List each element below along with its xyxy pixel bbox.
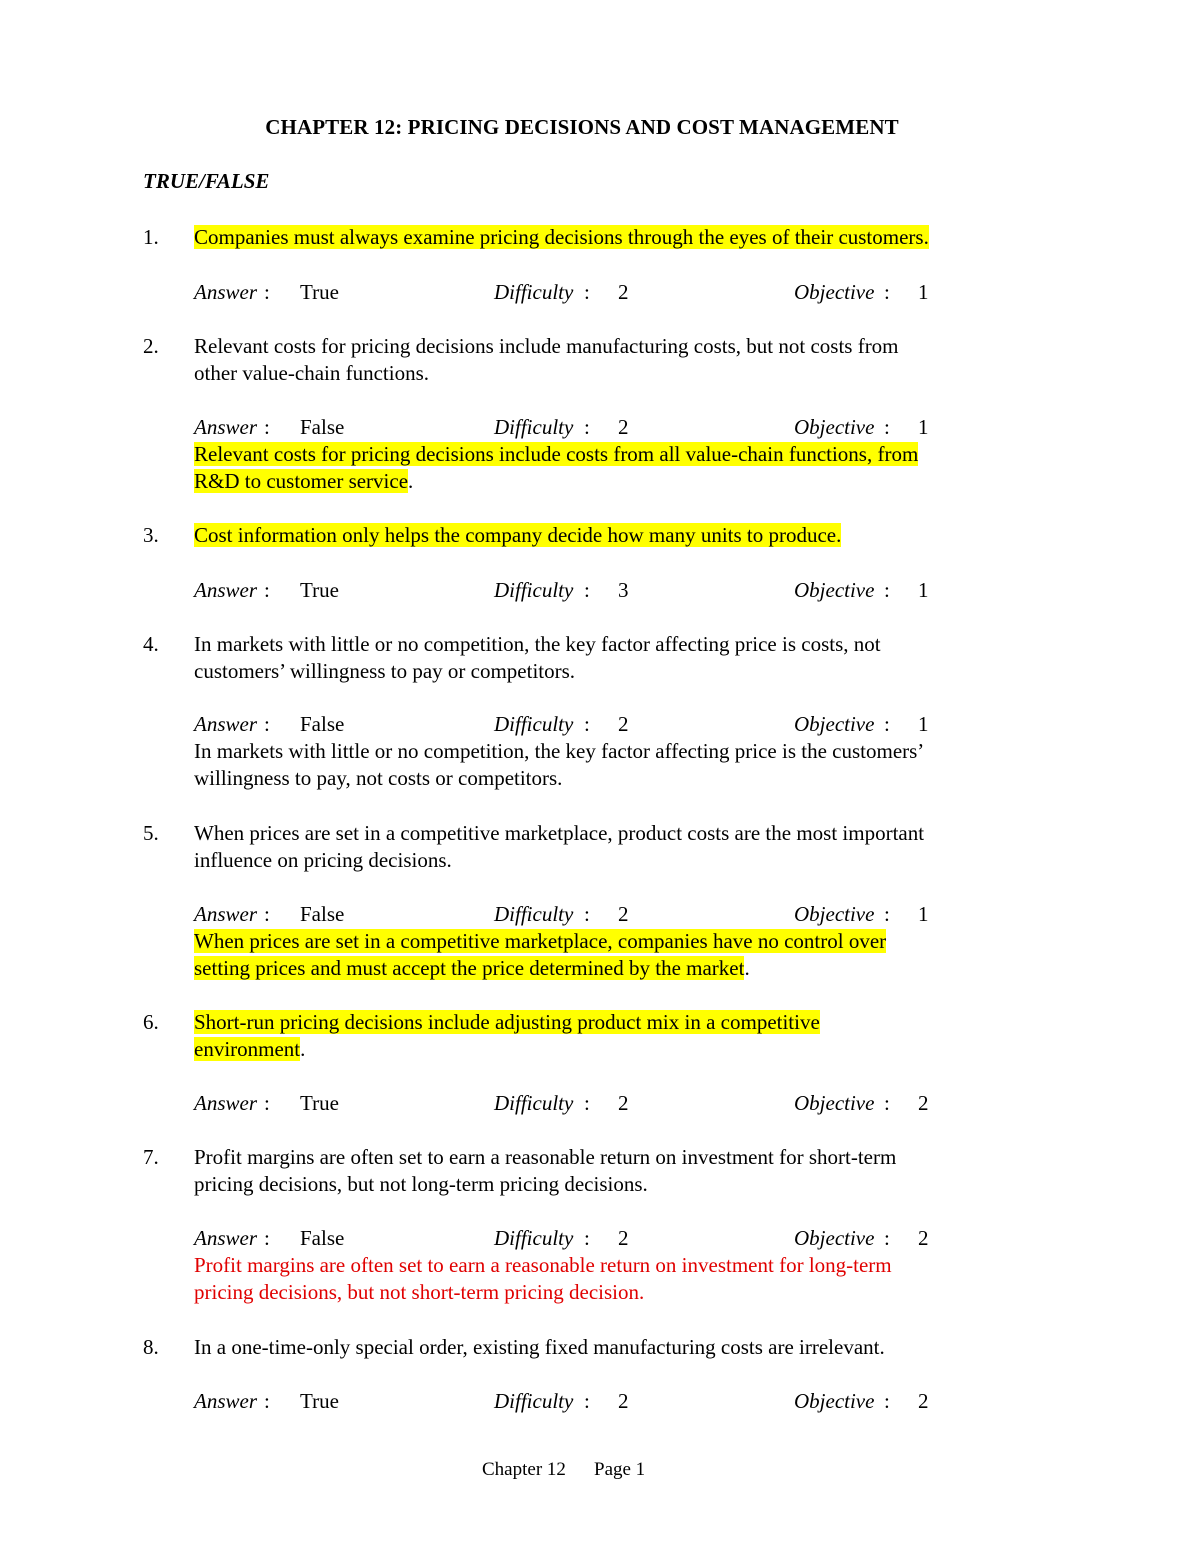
- question-text: [194, 224, 1024, 251]
- objective-label: Objective: [794, 1226, 875, 1250]
- answer-row: [0, 1225, 1200, 1252]
- difficulty-value: 2: [618, 280, 629, 304]
- question-text: [194, 631, 1024, 685]
- explanation: [194, 441, 1024, 495]
- answer-label: Answer: [194, 280, 257, 304]
- question-text: [194, 1144, 1024, 1198]
- objective-value: 1: [918, 280, 929, 304]
- question-number: 2.: [143, 334, 159, 358]
- question-number: 4.: [143, 632, 159, 656]
- explanation-line: In markets with little or no competition, the key factor affecting price is the customers’: [194, 739, 925, 763]
- answer-value: True: [300, 578, 339, 602]
- explanation-line: setting prices and must accept the price determined by the market: [194, 956, 745, 980]
- explanation-line: pricing decisions, but not short-term pricing decision.: [194, 1280, 645, 1304]
- answer-label: Answer: [194, 712, 257, 736]
- difficulty-value: 2: [618, 415, 629, 439]
- objective-label: Objective: [794, 1389, 875, 1413]
- explanation-line: R&D to customer service: [194, 469, 409, 493]
- answer-value: False: [300, 902, 345, 926]
- answer-label: Answer: [194, 1389, 257, 1413]
- colon: :: [884, 280, 890, 304]
- question-line: Profit margins are often set to earn a reasonable return on investment for short-term: [194, 1145, 897, 1169]
- answer-row: [0, 901, 1200, 928]
- colon: :: [884, 1389, 890, 1413]
- difficulty-label: Difficulty: [494, 902, 574, 926]
- question-line: Relevant costs for pricing decisions include manufacturing costs, but not costs from: [194, 334, 899, 358]
- footer-page-number: Page 1: [594, 1459, 646, 1480]
- question-number: 7.: [143, 1145, 159, 1169]
- question-line: When prices are set in a competitive marketplace, product costs are the most important: [194, 821, 925, 845]
- colon: :: [584, 280, 590, 304]
- difficulty-label: Difficulty: [494, 578, 574, 602]
- objective-value: 1: [918, 902, 929, 926]
- question-text: [194, 820, 1024, 874]
- objective-value: 1: [918, 415, 929, 439]
- difficulty-value: 2: [618, 902, 629, 926]
- objective-label: Objective: [794, 712, 875, 736]
- difficulty-label: Difficulty: [494, 280, 574, 304]
- answer-row: [0, 1388, 1200, 1415]
- colon: :: [884, 712, 890, 736]
- question-text: [194, 1334, 1024, 1361]
- difficulty-label: Difficulty: [494, 1226, 574, 1250]
- question-line: Companies must always examine pricing decisions through the eyes of their customers.: [194, 225, 929, 249]
- question-text: [194, 1009, 1024, 1063]
- colon: :: [584, 1091, 590, 1115]
- explanation: [194, 738, 1024, 792]
- explanation-line: When prices are set in a competitive marketplace, companies have no control over: [194, 929, 887, 953]
- answer-label: Answer: [194, 902, 257, 926]
- answer-label: Answer: [194, 578, 257, 602]
- explanation-line: willingness to pay, not costs or competitors.: [194, 766, 563, 790]
- question-line: customers’ willingness to pay or competitors.: [194, 659, 576, 683]
- objective-value: 2: [918, 1091, 929, 1115]
- colon: :: [264, 1226, 270, 1250]
- objective-label: Objective: [794, 280, 875, 304]
- colon: :: [884, 415, 890, 439]
- objective-label: Objective: [794, 578, 875, 602]
- answer-label: Answer: [194, 1091, 257, 1115]
- question-line: In markets with little or no competition, the key factor affecting price is costs, not: [194, 632, 881, 656]
- difficulty-label: Difficulty: [494, 1091, 574, 1115]
- difficulty-label: Difficulty: [494, 415, 574, 439]
- colon: :: [264, 1389, 270, 1413]
- question-line: environment: [194, 1037, 301, 1061]
- explanation: [194, 1252, 1024, 1306]
- explanation: [194, 928, 1024, 982]
- explanation-trail: .: [408, 469, 414, 493]
- answer-label: Answer: [194, 415, 257, 439]
- question-line: Short-run pricing decisions include adjusting product mix in a competitive: [194, 1010, 820, 1034]
- question-trail: .: [300, 1037, 306, 1061]
- answer-value: True: [300, 1091, 339, 1115]
- answer-label: Answer: [194, 1226, 257, 1250]
- section-heading: TRUE/FALSE: [143, 169, 270, 193]
- difficulty-value: 2: [618, 712, 629, 736]
- answer-value: False: [300, 712, 345, 736]
- difficulty-label: Difficulty: [494, 1389, 574, 1413]
- question-number: 1.: [143, 225, 159, 249]
- answer-value: False: [300, 415, 345, 439]
- question-line: influence on pricing decisions.: [194, 848, 452, 872]
- colon: :: [884, 1091, 890, 1115]
- answer-row: [0, 577, 1200, 604]
- answer-row: [0, 1090, 1200, 1117]
- objective-value: 2: [918, 1389, 929, 1413]
- objective-value: 1: [918, 712, 929, 736]
- colon: :: [884, 902, 890, 926]
- colon: :: [884, 578, 890, 602]
- question-line: pricing decisions, but not long-term pricing decisions.: [194, 1172, 648, 1196]
- answer-value: False: [300, 1226, 345, 1250]
- difficulty-label: Difficulty: [494, 712, 574, 736]
- question-number: 3.: [143, 523, 159, 547]
- difficulty-value: 2: [618, 1091, 629, 1115]
- colon: :: [584, 1389, 590, 1413]
- answer-value: True: [300, 1389, 339, 1413]
- answer-row: [0, 414, 1200, 441]
- footer-chapter: Chapter 12: [482, 1459, 566, 1480]
- objective-value: 2: [918, 1226, 929, 1250]
- colon: :: [264, 1091, 270, 1115]
- colon: :: [584, 712, 590, 736]
- objective-value: 1: [918, 578, 929, 602]
- colon: :: [584, 1226, 590, 1250]
- objective-label: Objective: [794, 1091, 875, 1115]
- difficulty-value: 2: [618, 1226, 629, 1250]
- colon: :: [884, 1226, 890, 1250]
- answer-row: [0, 279, 1200, 306]
- colon: :: [584, 578, 590, 602]
- explanation-trail: .: [744, 956, 750, 980]
- colon: :: [264, 712, 270, 736]
- difficulty-value: 3: [618, 578, 629, 602]
- explanation-line: Profit margins are often set to earn a reasonable return on investment for long-term: [194, 1253, 892, 1277]
- question-text: [194, 522, 1024, 549]
- answer-value: True: [300, 280, 339, 304]
- question-line: other value-chain functions.: [194, 361, 429, 385]
- explanation-line: Relevant costs for pricing decisions include costs from all value-chain functions, from: [194, 442, 919, 466]
- colon: :: [584, 415, 590, 439]
- question-number: 8.: [143, 1335, 159, 1359]
- difficulty-value: 2: [618, 1389, 629, 1413]
- question-number: 6.: [143, 1010, 159, 1034]
- question-line: In a one-time-only special order, existing fixed manufacturing costs are irrelevant.: [194, 1335, 885, 1359]
- colon: :: [264, 280, 270, 304]
- question-number: 5.: [143, 821, 159, 845]
- colon: :: [264, 415, 270, 439]
- colon: :: [264, 578, 270, 602]
- answer-row: [0, 711, 1200, 738]
- page-title: CHAPTER 12: PRICING DECISIONS AND COST MANAGEMENT: [265, 115, 899, 139]
- colon: :: [264, 902, 270, 926]
- question-text: [194, 333, 1024, 387]
- objective-label: Objective: [794, 415, 875, 439]
- question-line: Cost information only helps the company decide how many units to produce.: [194, 523, 842, 547]
- objective-label: Objective: [794, 902, 875, 926]
- colon: :: [584, 902, 590, 926]
